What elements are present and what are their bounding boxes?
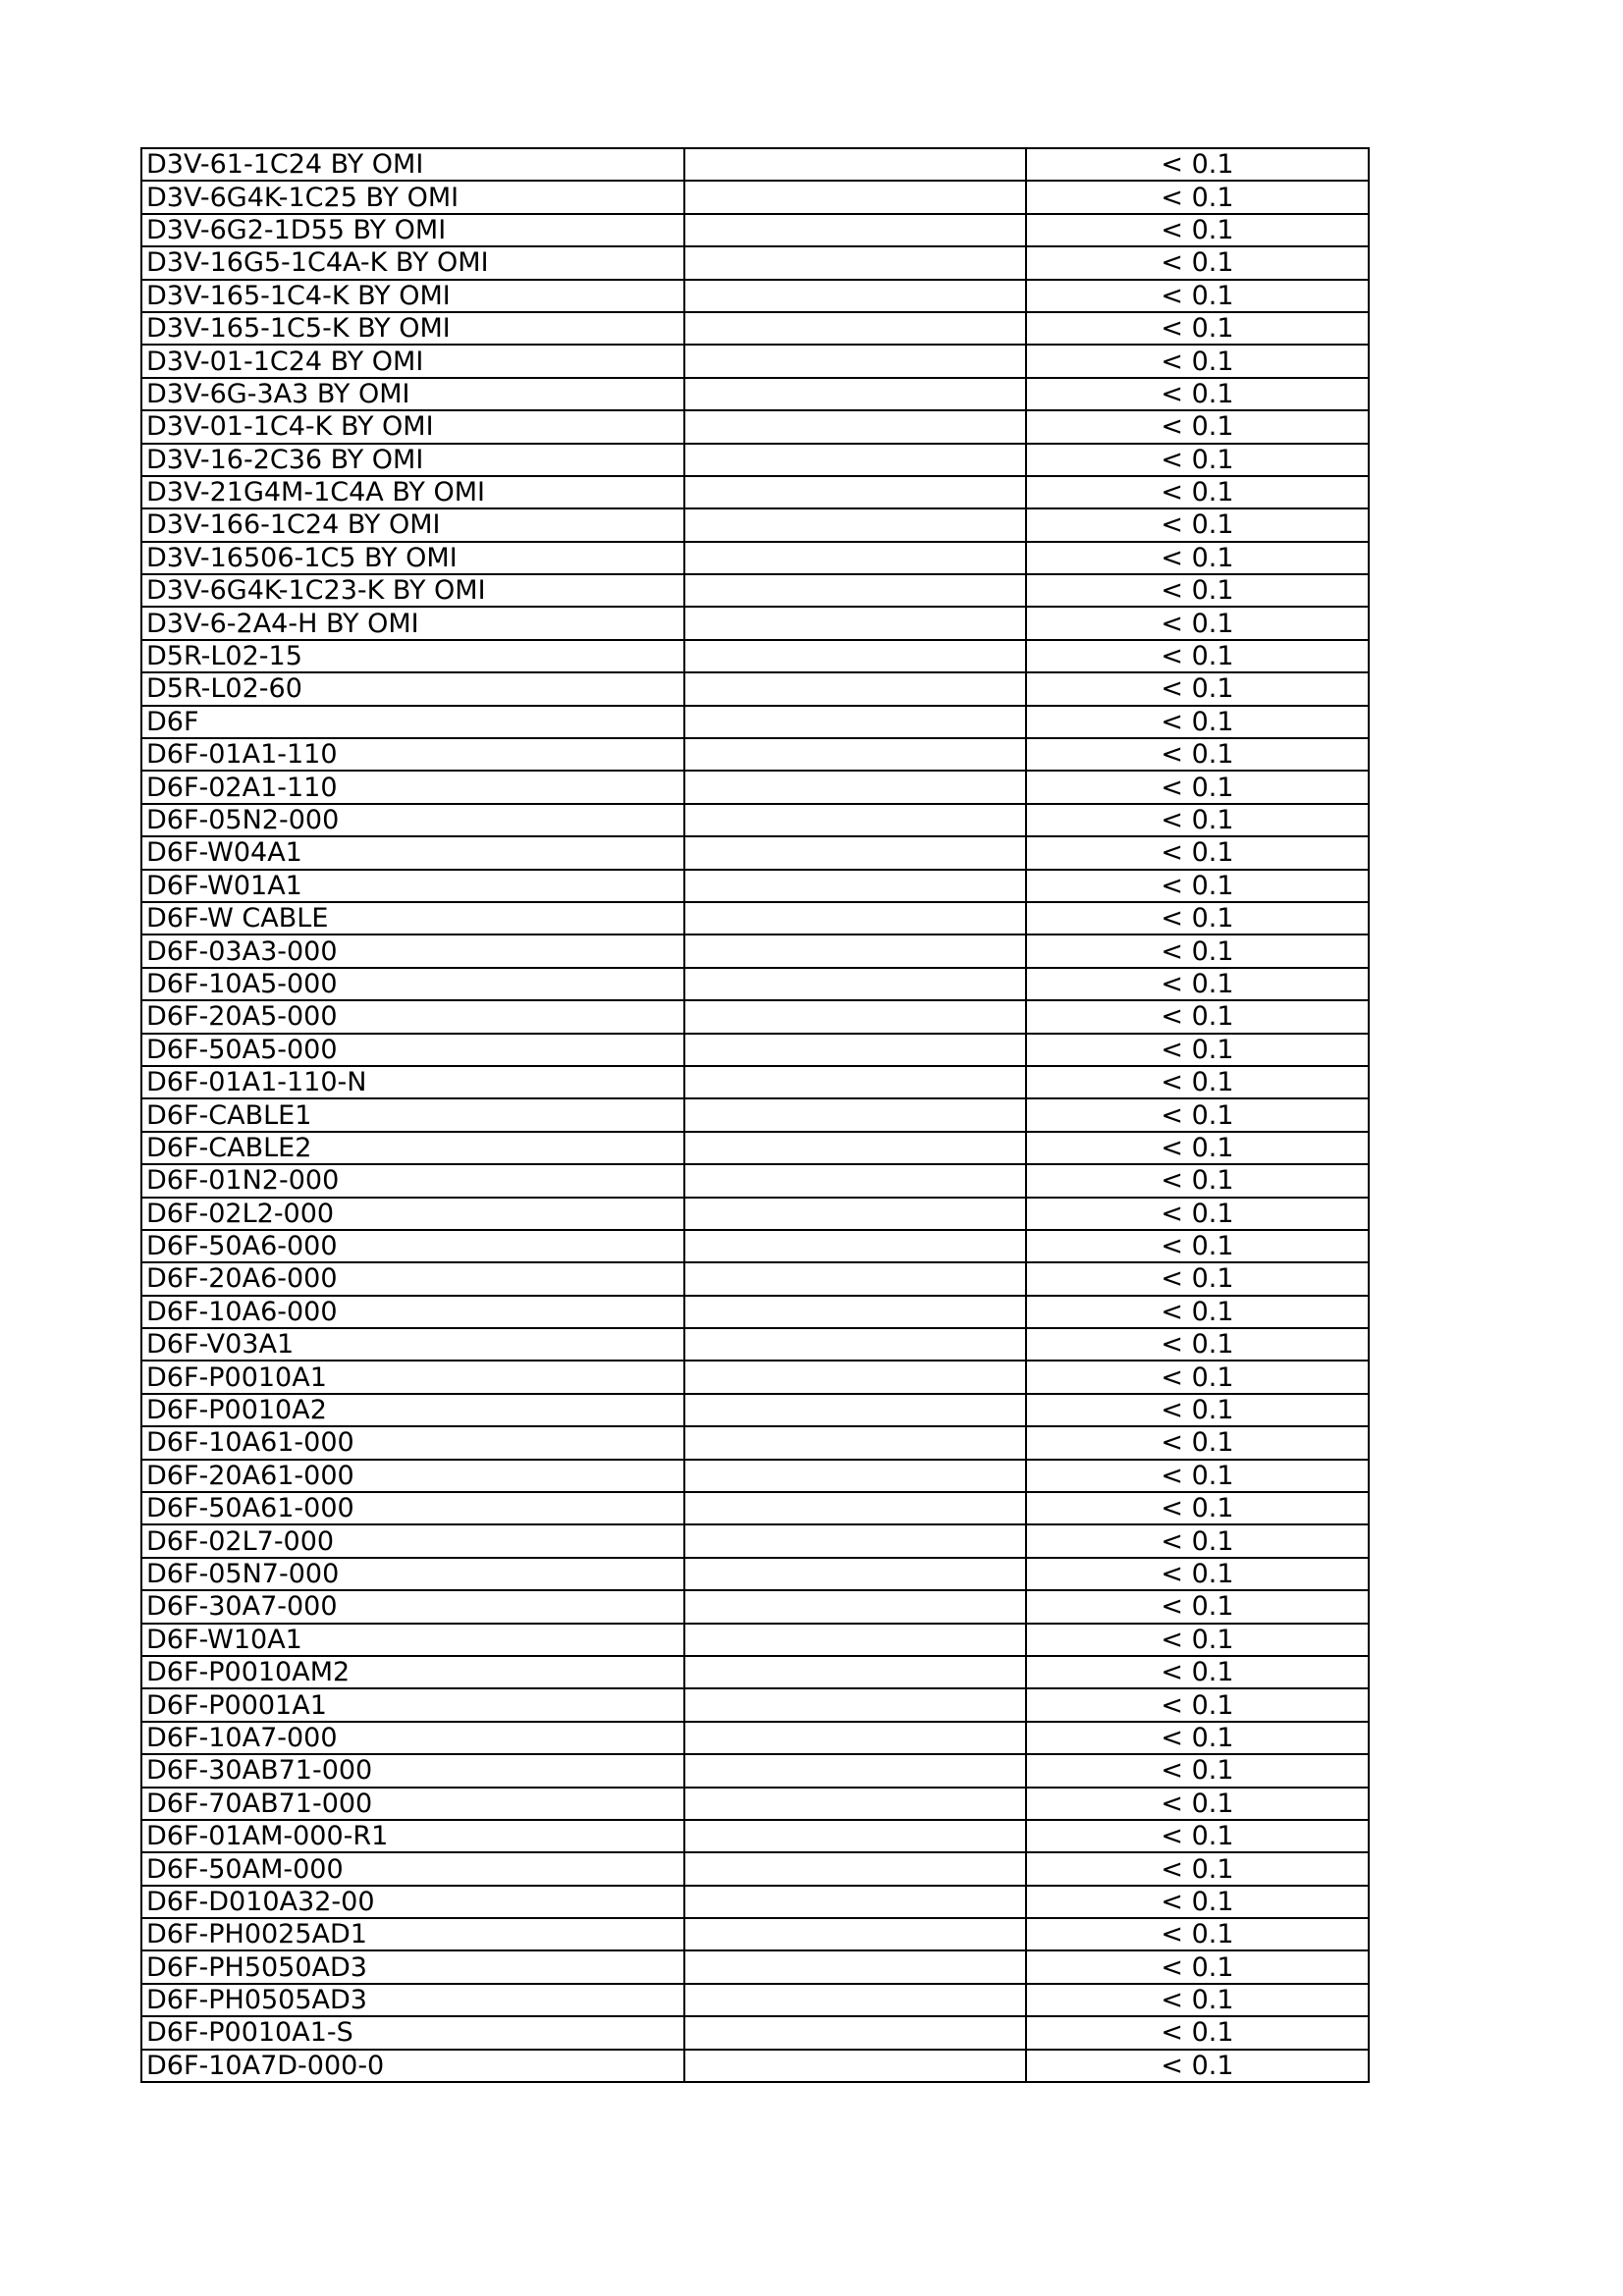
blank-cell [684,1886,1026,1918]
part-number-cell: D6F-01A1-110-N [141,1066,684,1098]
part-number-cell: D6F-V03A1 [141,1328,684,1361]
part-number-cell: D6F-01N2-000 [141,1164,684,1197]
table-row [141,2050,1369,2082]
table-row [141,1524,1369,1557]
part-number-cell: D6F-D010A32-00 [141,1886,684,1918]
table-row [141,1262,1369,1295]
blank-cell [684,280,1026,312]
blank-cell [684,1820,1026,1852]
value-cell: < 0.1 [1026,1230,1369,1262]
part-number-cell: D6F-20A5-000 [141,1000,684,1033]
part-number-cell: D6F-30AB71-000 [141,1754,684,1787]
part-number-cell: D3V-166-1C24 BY OMI [141,508,684,541]
blank-cell [684,1066,1026,1098]
part-number-cell: D3V-165-1C5-K BY OMI [141,312,684,345]
blank-cell [684,836,1026,869]
table-row [141,1164,1369,1197]
part-number-cell: D6F-03A3-000 [141,934,684,967]
table-row [141,870,1369,902]
table-row [141,706,1369,738]
part-number-cell: D5R-L02-15 [141,640,684,672]
value-cell: < 0.1 [1026,1164,1369,1197]
blank-cell [684,1788,1026,1820]
blank-cell [684,870,1026,902]
value-cell: < 0.1 [1026,934,1369,967]
blank-cell [684,574,1026,607]
table-row [141,1492,1369,1524]
part-number-cell: D6F-30A7-000 [141,1590,684,1623]
table-row [141,1624,1369,1656]
blank-cell [684,476,1026,508]
value-cell: < 0.1 [1026,706,1369,738]
blank-cell [684,181,1026,213]
part-number-cell: D3V-6G4K-1C25 BY OMI [141,181,684,213]
part-number-cell: D6F-PH0025AD1 [141,1918,684,1950]
value-cell: < 0.1 [1026,804,1369,836]
table-row [141,1034,1369,1066]
value-cell: < 0.1 [1026,1198,1369,1230]
value-cell: < 0.1 [1026,607,1369,639]
blank-cell [684,1164,1026,1197]
blank-cell [684,607,1026,639]
blank-cell [684,738,1026,771]
blank-cell [684,640,1026,672]
part-number-cell: D6F-PH0505AD3 [141,1984,684,2016]
blank-cell [684,312,1026,345]
part-number-cell: D6F-20A6-000 [141,1262,684,1295]
table-row [141,246,1369,279]
value-cell: < 0.1 [1026,771,1369,803]
part-number-cell: D6F-P0001A1 [141,1688,684,1721]
table-row [141,1361,1369,1393]
table-row [141,1852,1369,1885]
blank-cell [684,804,1026,836]
part-number-cell: D5R-L02-60 [141,672,684,705]
blank-cell [684,410,1026,443]
blank-cell [684,1722,1026,1754]
table-row [141,214,1369,246]
table-row [141,836,1369,869]
value-cell: < 0.1 [1026,1394,1369,1426]
blank-cell [684,2016,1026,2049]
value-cell: < 0.1 [1026,181,1369,213]
part-number-cell: D3V-16506-1C5 BY OMI [141,542,684,574]
value-cell: < 0.1 [1026,836,1369,869]
value-cell: < 0.1 [1026,1788,1369,1820]
value-cell: < 0.1 [1026,1590,1369,1623]
value-cell: < 0.1 [1026,280,1369,312]
blank-cell [684,246,1026,279]
table-row [141,1558,1369,1590]
blank-cell [684,1524,1026,1557]
value-cell: < 0.1 [1026,1492,1369,1524]
table-row [141,1198,1369,1230]
part-number-cell: D6F-P0010A1-S [141,2016,684,2049]
parts-table-body [141,148,1369,2082]
value-cell: < 0.1 [1026,1886,1369,1918]
table-row [141,1328,1369,1361]
blank-cell [684,1230,1026,1262]
part-number-cell: D6F-W CABLE [141,902,684,934]
part-number-cell: D3V-16-2C36 BY OMI [141,444,684,476]
blank-cell [684,902,1026,934]
value-cell: < 0.1 [1026,640,1369,672]
blank-cell [684,1132,1026,1164]
blank-cell [684,934,1026,967]
value-cell: < 0.1 [1026,345,1369,377]
value-cell: < 0.1 [1026,1132,1369,1164]
table-row [141,1590,1369,1623]
value-cell: < 0.1 [1026,1296,1369,1328]
value-cell: < 0.1 [1026,1852,1369,1885]
blank-cell [684,1394,1026,1426]
table-row [141,181,1369,213]
part-number-cell: D6F-P0010A1 [141,1361,684,1393]
table-row [141,1000,1369,1033]
table-row [141,444,1369,476]
part-number-cell: D3V-6-2A4-H BY OMI [141,607,684,639]
value-cell: < 0.1 [1026,1034,1369,1066]
blank-cell [684,1754,1026,1787]
value-cell: < 0.1 [1026,1460,1369,1492]
blank-cell [684,345,1026,377]
part-number-cell: D6F-02L2-000 [141,1198,684,1230]
blank-cell [684,378,1026,410]
blank-cell [684,1624,1026,1656]
table-row [141,902,1369,934]
part-number-cell: D3V-6G4K-1C23-K BY OMI [141,574,684,607]
blank-cell [684,1328,1026,1361]
part-number-cell: D3V-16G5-1C4A-K BY OMI [141,246,684,279]
value-cell: < 0.1 [1026,574,1369,607]
value-cell: < 0.1 [1026,1656,1369,1688]
value-cell: < 0.1 [1026,2050,1369,2082]
value-cell: < 0.1 [1026,672,1369,705]
value-cell: < 0.1 [1026,1820,1369,1852]
blank-cell [684,968,1026,1000]
value-cell: < 0.1 [1026,508,1369,541]
value-cell: < 0.1 [1026,1524,1369,1557]
part-number-cell: D6F-P0010A2 [141,1394,684,1426]
value-cell: < 0.1 [1026,1558,1369,1590]
table-row [141,1098,1369,1131]
table-row [141,1460,1369,1492]
table-row [141,1886,1369,1918]
part-number-cell: D6F-70AB71-000 [141,1788,684,1820]
value-cell: < 0.1 [1026,1000,1369,1033]
part-number-cell: D6F-10A7-000 [141,1722,684,1754]
table-row [141,1656,1369,1688]
part-number-cell: D3V-6G2-1D55 BY OMI [141,214,684,246]
table-row [141,1132,1369,1164]
value-cell: < 0.1 [1026,1098,1369,1131]
table-row [141,1754,1369,1787]
part-number-cell: D6F-W01A1 [141,870,684,902]
part-number-cell: D3V-61-1C24 BY OMI [141,148,684,181]
part-number-cell: D3V-6G-3A3 BY OMI [141,378,684,410]
value-cell: < 0.1 [1026,1754,1369,1787]
blank-cell [684,508,1026,541]
table-row [141,410,1369,443]
table-row [141,1820,1369,1852]
blank-cell [684,1426,1026,1459]
value-cell: < 0.1 [1026,378,1369,410]
value-cell: < 0.1 [1026,444,1369,476]
table-row [141,1950,1369,1983]
table-row [141,804,1369,836]
blank-cell [684,2050,1026,2082]
value-cell: < 0.1 [1026,1624,1369,1656]
blank-cell [684,1361,1026,1393]
part-number-cell: D3V-01-1C4-K BY OMI [141,410,684,443]
table-row [141,280,1369,312]
part-number-cell: D6F [141,706,684,738]
table-row [141,1722,1369,1754]
blank-cell [684,1656,1026,1688]
table-row [141,476,1369,508]
part-number-cell: D6F-10A6-000 [141,1296,684,1328]
part-number-cell: D6F-50AM-000 [141,1852,684,1885]
blank-cell [684,1984,1026,2016]
table-row [141,607,1369,639]
value-cell: < 0.1 [1026,148,1369,181]
blank-cell [684,1098,1026,1131]
blank-cell [684,771,1026,803]
part-number-cell: D6F-02A1-110 [141,771,684,803]
table-row [141,672,1369,705]
value-cell: < 0.1 [1026,1984,1369,2016]
value-cell: < 0.1 [1026,1918,1369,1950]
value-cell: < 0.1 [1026,542,1369,574]
blank-cell [684,214,1026,246]
part-number-cell: D6F-01AM-000-R1 [141,1820,684,1852]
part-number-cell: D6F-10A5-000 [141,968,684,1000]
part-number-cell: D6F-01A1-110 [141,738,684,771]
table-row [141,640,1369,672]
blank-cell [684,1034,1026,1066]
blank-cell [684,1198,1026,1230]
table-row [141,1296,1369,1328]
blank-cell [684,1590,1026,1623]
blank-cell [684,1852,1026,1885]
blank-cell [684,1000,1026,1033]
table-row [141,1688,1369,1721]
table-row [141,968,1369,1000]
table-row [141,2016,1369,2049]
table-row [141,934,1369,967]
table-row [141,1394,1369,1426]
value-cell: < 0.1 [1026,1950,1369,1983]
blank-cell [684,1688,1026,1721]
part-number-cell: D6F-05N7-000 [141,1558,684,1590]
blank-cell [684,672,1026,705]
part-number-cell: D3V-01-1C24 BY OMI [141,345,684,377]
part-number-cell: D3V-21G4M-1C4A BY OMI [141,476,684,508]
table-row [141,312,1369,345]
blank-cell [684,1558,1026,1590]
parts-table [140,147,1370,2083]
value-cell: < 0.1 [1026,1426,1369,1459]
blank-cell [684,706,1026,738]
table-row [141,378,1369,410]
table-row [141,574,1369,607]
table-row [141,508,1369,541]
part-number-cell: D6F-50A61-000 [141,1492,684,1524]
blank-cell [684,1950,1026,1983]
part-number-cell: D6F-W10A1 [141,1624,684,1656]
value-cell: < 0.1 [1026,410,1369,443]
part-number-cell: D6F-CABLE1 [141,1098,684,1131]
value-cell: < 0.1 [1026,738,1369,771]
table-row [141,345,1369,377]
blank-cell [684,1460,1026,1492]
value-cell: < 0.1 [1026,1066,1369,1098]
part-number-cell: D6F-PH5050AD3 [141,1950,684,1983]
part-number-cell: D6F-W04A1 [141,836,684,869]
value-cell: < 0.1 [1026,476,1369,508]
part-number-cell: D6F-CABLE2 [141,1132,684,1164]
value-cell: < 0.1 [1026,1688,1369,1721]
value-cell: < 0.1 [1026,2016,1369,2049]
part-number-cell: D3V-165-1C4-K BY OMI [141,280,684,312]
table-row [141,1066,1369,1098]
table-row [141,738,1369,771]
table-row [141,771,1369,803]
table-row [141,1230,1369,1262]
blank-cell [684,1492,1026,1524]
blank-cell [684,1262,1026,1295]
value-cell: < 0.1 [1026,1722,1369,1754]
value-cell: < 0.1 [1026,902,1369,934]
part-number-cell: D6F-50A5-000 [141,1034,684,1066]
blank-cell [684,444,1026,476]
blank-cell [684,148,1026,181]
part-number-cell: D6F-02L7-000 [141,1524,684,1557]
value-cell: < 0.1 [1026,214,1369,246]
part-number-cell: D6F-P0010AM2 [141,1656,684,1688]
part-number-cell: D6F-10A61-000 [141,1426,684,1459]
value-cell: < 0.1 [1026,870,1369,902]
value-cell: < 0.1 [1026,968,1369,1000]
part-number-cell: D6F-10A7D-000-0 [141,2050,684,2082]
part-number-cell: D6F-05N2-000 [141,804,684,836]
part-number-cell: D6F-50A6-000 [141,1230,684,1262]
value-cell: < 0.1 [1026,246,1369,279]
value-cell: < 0.1 [1026,1262,1369,1295]
table-row [141,148,1369,181]
table-row [141,1984,1369,2016]
table-row [141,542,1369,574]
blank-cell [684,1296,1026,1328]
table-row [141,1788,1369,1820]
value-cell: < 0.1 [1026,1361,1369,1393]
blank-cell [684,542,1026,574]
table-row [141,1918,1369,1950]
part-number-cell: D6F-20A61-000 [141,1460,684,1492]
blank-cell [684,1918,1026,1950]
table-row [141,1426,1369,1459]
value-cell: < 0.1 [1026,1328,1369,1361]
value-cell: < 0.1 [1026,312,1369,345]
